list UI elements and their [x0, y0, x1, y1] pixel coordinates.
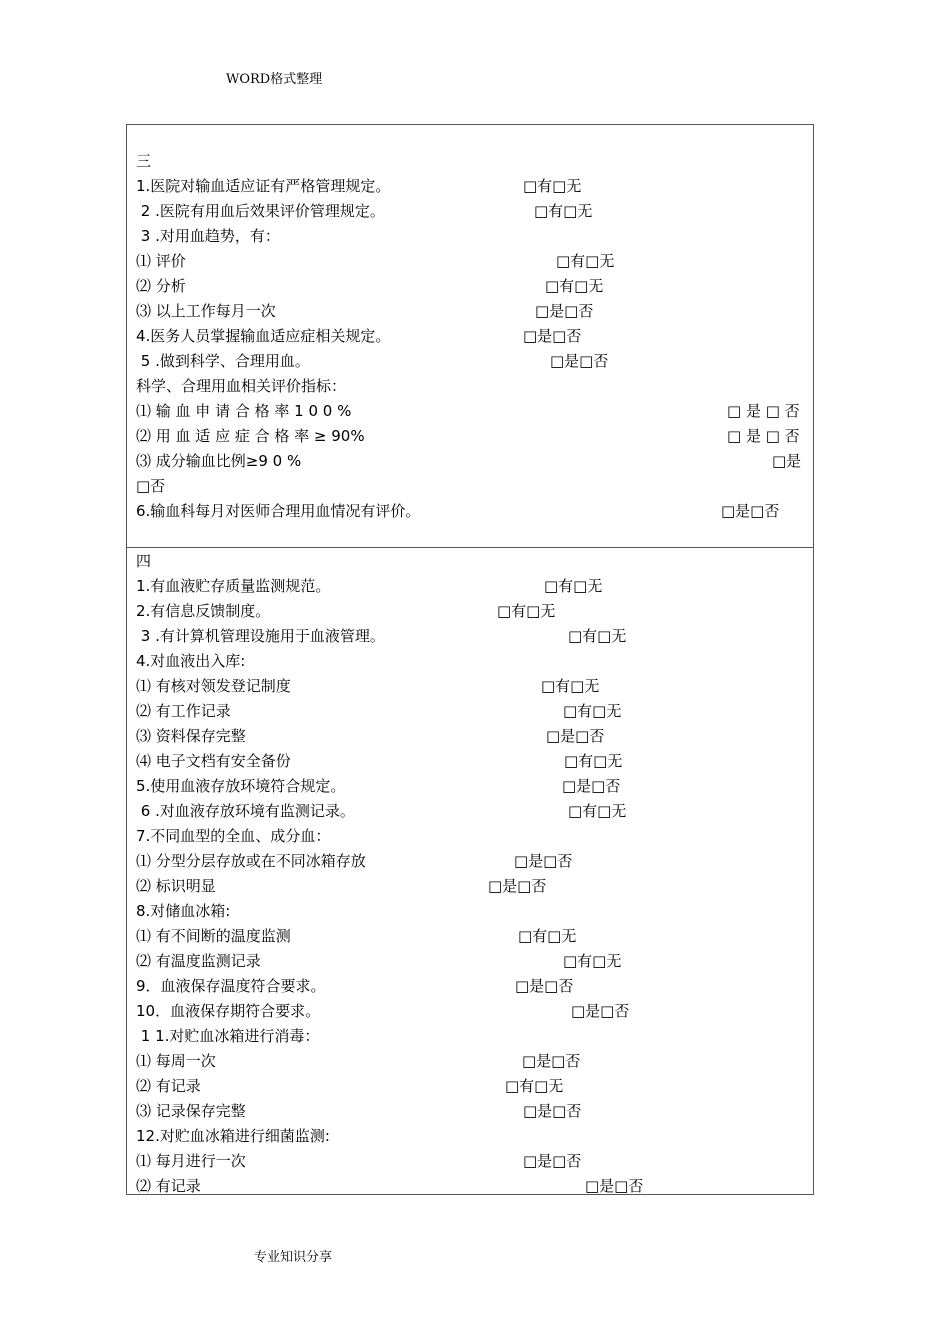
- checkbox-options[interactable]: □有□无: [556, 252, 615, 270]
- question-item: 6.输血科每月对医师合理用血情况有评价。: [136, 502, 421, 520]
- checkbox-options[interactable]: □是□否: [550, 352, 609, 370]
- question-item: ⑶ 资料保存完整: [136, 727, 246, 745]
- checkbox-options[interactable]: □有□无: [505, 1077, 564, 1095]
- checkbox-options[interactable]: □有□无: [568, 802, 627, 820]
- checkbox-options[interactable]: □有□无: [541, 677, 600, 695]
- checkbox-options[interactable]: □ 是 □ 否: [727, 402, 800, 420]
- question-item: 5.使用血液存放环境符合规定。: [136, 777, 346, 795]
- checkbox-options[interactable]: □否: [136, 477, 166, 495]
- checkbox-options[interactable]: □有□无: [534, 202, 593, 220]
- question-item: 8.对储血冰箱:: [136, 902, 231, 920]
- question-item: 10．血液保存期符合要求。: [136, 1002, 321, 1020]
- checkbox-options[interactable]: □有□无: [564, 752, 623, 770]
- section-title-3: 三: [136, 152, 152, 170]
- checkbox-options[interactable]: □是□否: [523, 1152, 582, 1170]
- question-item: 7.不同血型的全血、成分血：: [136, 827, 331, 845]
- question-item: 1 1.对贮血冰箱进行消毒：: [136, 1027, 320, 1045]
- question-item: ⑵ 用 血 适 应 症 合 格 率 ≥ 90%: [136, 427, 365, 445]
- question-item: 5 .做到科学、合理用血。: [136, 352, 310, 370]
- question-item: ⑵ 有记录: [136, 1177, 201, 1195]
- checkbox-options[interactable]: □是□否: [585, 1177, 644, 1195]
- question-item: ⑵ 有记录: [136, 1077, 201, 1095]
- checkbox-options[interactable]: □是: [772, 452, 802, 470]
- checkbox-options[interactable]: □是□否: [562, 777, 621, 795]
- checkbox-options[interactable]: □ 是 □ 否: [727, 427, 800, 445]
- checkbox-options[interactable]: □是□否: [721, 502, 780, 520]
- checkbox-options[interactable]: □有□无: [544, 577, 603, 595]
- checkbox-options[interactable]: □有□无: [563, 952, 622, 970]
- question-item: ⑵ 有工作记录: [136, 702, 231, 720]
- question-item: 4.医务人员掌握输血适应症相关规定。: [136, 327, 391, 345]
- question-item: ⑴ 评价: [136, 252, 186, 270]
- question-item: ⑵ 有温度监测记录: [136, 952, 261, 970]
- checkbox-options[interactable]: □有□无: [545, 277, 604, 295]
- question-item: ⑴ 每月进行一次: [136, 1152, 246, 1170]
- checkbox-options[interactable]: □有□无: [518, 927, 577, 945]
- question-item: 2 .医院有用血后效果评价管理规定。: [136, 202, 385, 220]
- page-footer: 专业知识分享: [254, 1250, 333, 1265]
- question-item: 4.对血液出入库:: [136, 652, 246, 670]
- question-item: ⑵ 分析: [136, 277, 186, 295]
- checkbox-options[interactable]: □是□否: [514, 852, 573, 870]
- checkbox-options[interactable]: □是□否: [515, 977, 574, 995]
- checkbox-options[interactable]: □是□否: [535, 302, 594, 320]
- question-item: ⑶ 以上工作每月一次: [136, 302, 276, 320]
- question-item: 9．血液保存温度符合要求。: [136, 977, 326, 995]
- question-item: ⑴ 每周一次: [136, 1052, 216, 1070]
- page-header: WORD格式整理: [226, 72, 323, 87]
- question-item: ⑴ 分型分层存放或在不同冰箱存放: [136, 852, 366, 870]
- question-item: 2.有信息反馈制度。: [136, 602, 271, 620]
- section-divider: [126, 547, 814, 548]
- question-item: 3 .对用血趋势，有：: [136, 227, 280, 245]
- checkbox-options[interactable]: □是□否: [523, 1102, 582, 1120]
- question-item: 1.医院对输血适应证有严格管理规定。: [136, 177, 391, 195]
- checkbox-options[interactable]: □是□否: [546, 727, 605, 745]
- question-item: 科学、合理用血相关评价指标：: [136, 377, 347, 395]
- question-item: ⑶ 成分输血比例≥9 0 %: [136, 452, 302, 470]
- question-item: ⑴ 输 血 申 请 合 格 率 1 0 0 %: [136, 402, 352, 420]
- checkbox-options[interactable]: □有□无: [497, 602, 556, 620]
- question-item: 1.有血液贮存质量监测规范。: [136, 577, 331, 595]
- checkbox-options[interactable]: □是□否: [571, 1002, 630, 1020]
- checkbox-options[interactable]: □是□否: [523, 327, 582, 345]
- question-item: 12.对贮血冰箱进行细菌监测:: [136, 1127, 330, 1145]
- question-item: ⑷ 电子文档有安全备份: [136, 752, 291, 770]
- checkbox-options[interactable]: □有□无: [563, 702, 622, 720]
- question-item: ⑶ 记录保存完整: [136, 1102, 246, 1120]
- checkbox-options[interactable]: □是□否: [488, 877, 547, 895]
- checkbox-options[interactable]: □是□否: [522, 1052, 581, 1070]
- question-item: ⑴ 有不间断的温度监测: [136, 927, 291, 945]
- question-item: 6 .对血液存放环境有监测记录。: [136, 802, 355, 820]
- question-item: ⑵ 标识明显: [136, 877, 216, 895]
- checkbox-options[interactable]: □有□无: [568, 627, 627, 645]
- checkbox-options[interactable]: □有□无: [523, 177, 582, 195]
- question-item: 3 .有计算机管理设施用于血液管理。: [136, 627, 385, 645]
- question-item: ⑴ 有核对领发登记制度: [136, 677, 291, 695]
- section-title-4: 四: [136, 552, 152, 570]
